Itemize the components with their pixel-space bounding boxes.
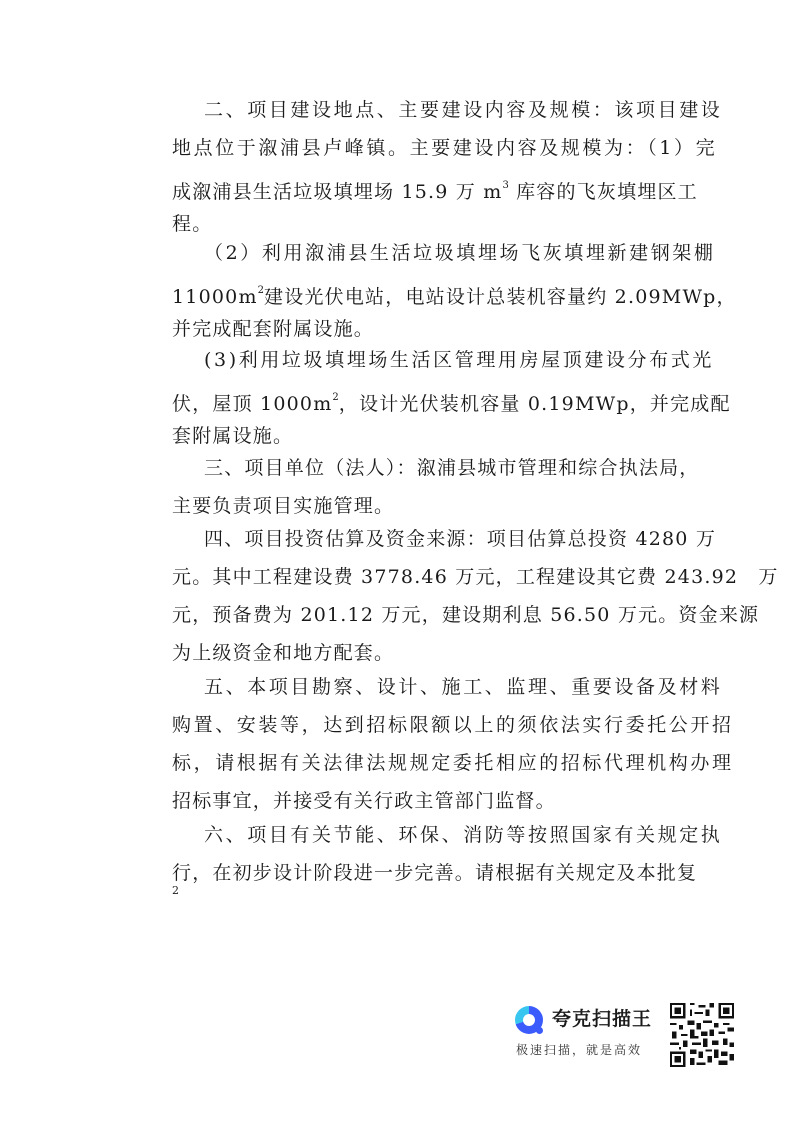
text-line: 四、项目投资估算及资金来源：项目估算总投资 4280 万 — [204, 528, 717, 550]
qr-code-icon — [670, 1003, 734, 1067]
text-line: 行，在初步设计阶段进一步完善。请根据有关规定及本批复 — [172, 862, 698, 884]
text-line: 地点位于溆浦县卢峰镇。主要建设内容及规模为：（1）完 — [172, 137, 718, 159]
text-line: 购置、安装等，达到招标限额以上的须依法实行委托公开招 — [172, 714, 734, 736]
page-number: 2 — [172, 884, 179, 897]
scanner-watermark — [512, 1003, 737, 1069]
text-line: 元。其中工程建设费 3778.46 万元，工程建设其它费 243.92 万 — [172, 566, 779, 588]
text-line: （2）利用溆浦县生活垃圾填埋场飞灰填埋新建钢架棚 — [204, 242, 716, 264]
watermark-slogan: 极速扫描，就是高效 — [516, 1043, 643, 1057]
text-line: 二、项目建设地点、主要建设内容及规模：该项目建设 — [204, 99, 723, 121]
text-line: 招标事宜，并接受有关行政主管部门监督。 — [172, 790, 556, 812]
text-line: 套附属设施。 — [172, 425, 294, 447]
watermark-brand: 夸克扫描王 — [552, 1008, 653, 1030]
text-line: (3)利用垃圾填埋场生活区管理用房屋顶建设分布式光 — [204, 349, 714, 371]
text-line: 伏，屋顶 $1000m^2$，设计光伏装机容量 0.19MWp，并完成配 — [172, 392, 731, 415]
logo-accent-dot — [536, 1027, 543, 1034]
text-line: 标，请根据有关法律法规规定委托相应的招标代理机构办理 — [172, 752, 734, 774]
text-line: 成溆浦县生活垃圾填埋场 15.9 万 $m^3$ 库容的飞灰填埋区工 — [172, 180, 698, 203]
text-line: 主要负责项目实施管理。 — [172, 495, 395, 517]
text-line: 三、项目单位（法人）：溆浦县城市管理和综合执法局， — [204, 457, 700, 479]
text-line: 为上级资金和地方配套。 — [172, 642, 395, 664]
text-line: 并完成配套附属设施。 — [172, 318, 375, 340]
text-line: $11000m^2$建设光伏电站，电站设计总装机容量约 2.09MWp， — [172, 285, 737, 308]
text-line: 程。 — [172, 213, 213, 235]
text-line: 六、项目有关节能、环保、消防等按照国家有关规定执 — [204, 824, 723, 846]
text-line: 元，预备费为 201.12 万元，建设期利息 56.50 万元。资金来源 — [172, 604, 760, 626]
text-line: 五、本项目勘察、设计、施工、监理、重要设备及材料 — [204, 676, 723, 698]
